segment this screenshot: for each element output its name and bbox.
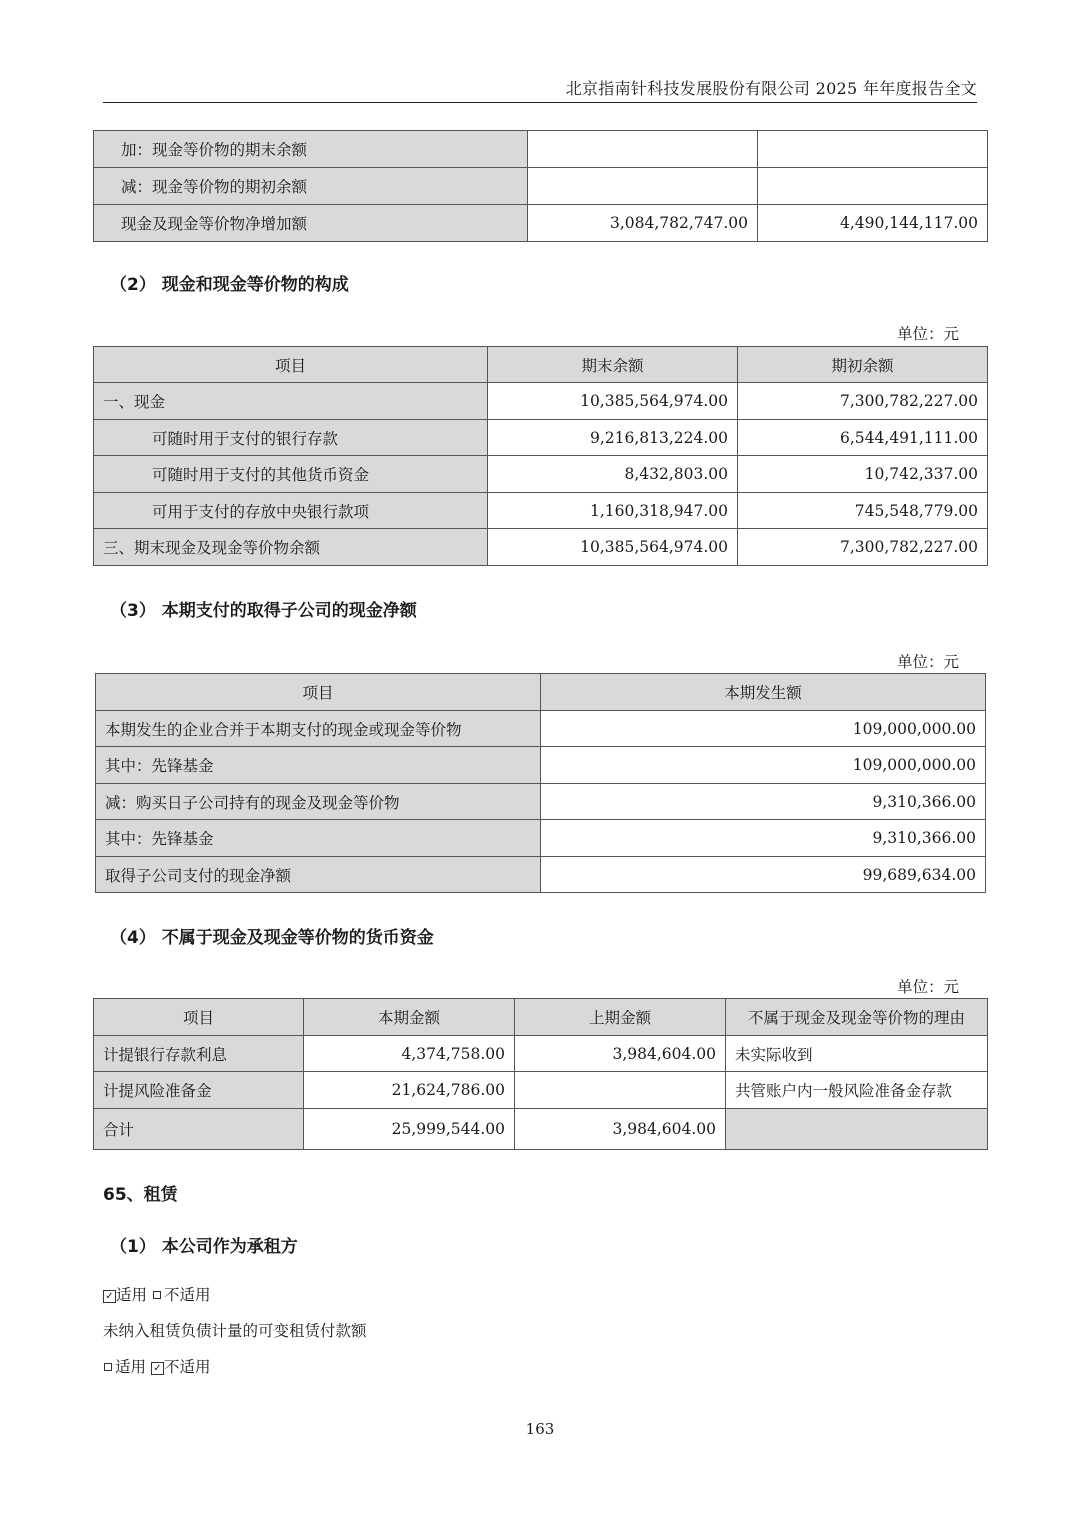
checked-checkbox-icon: ✓ bbox=[103, 1290, 116, 1303]
value-cell: 4,374,758.00 bbox=[304, 1036, 515, 1072]
not-applicable-label: 不适用 bbox=[163, 1358, 211, 1376]
table-row bbox=[94, 383, 988, 420]
table-row bbox=[96, 711, 986, 747]
section-65-heading: 65、租赁 bbox=[103, 1185, 178, 1205]
row-label: 一、现金 bbox=[94, 383, 488, 420]
value-cell bbox=[528, 168, 758, 205]
variable-lease-text: 未纳入租赁负债计量的可变租赁付款额 bbox=[103, 1322, 367, 1340]
row-label: 计提银行存款利息 bbox=[94, 1036, 304, 1072]
row-label: 取得子公司支付的现金净额 bbox=[96, 857, 541, 893]
not-applicable-label: 不适用 bbox=[163, 1286, 211, 1304]
table-row bbox=[94, 205, 988, 242]
table-row bbox=[94, 456, 988, 493]
table-header-row bbox=[94, 347, 988, 383]
table-row bbox=[94, 493, 988, 529]
column-header: 期初余额 bbox=[738, 347, 988, 383]
row-label: 可用于支付的存放中央银行款项 bbox=[94, 493, 488, 529]
value-cell: 7,300,782,227.00 bbox=[738, 383, 988, 420]
non-cash-monetary-table bbox=[93, 998, 988, 1150]
table-row bbox=[96, 820, 986, 857]
row-label: 可随时用于支付的其他货币资金 bbox=[94, 456, 488, 493]
value-cell: 3,984,604.00 bbox=[515, 1109, 726, 1150]
value-cell bbox=[515, 1072, 726, 1109]
value-cell: 109,000,000.00 bbox=[541, 711, 986, 747]
row-label: 现金及现金等价物净增加额 bbox=[94, 205, 528, 242]
column-header: 期末余额 bbox=[488, 347, 738, 383]
table-row bbox=[94, 131, 988, 168]
value-cell: 745,548,779.00 bbox=[738, 493, 988, 529]
table-row bbox=[94, 1072, 988, 1109]
value-cell: 4,490,144,117.00 bbox=[758, 205, 988, 242]
row-label: 计提风险准备金 bbox=[94, 1072, 304, 1109]
reason-cell bbox=[726, 1109, 988, 1150]
applicable-label: 适用 bbox=[115, 1358, 147, 1376]
table-row bbox=[94, 420, 988, 456]
page-number: 163 bbox=[525, 1420, 555, 1438]
row-label: 可随时用于支付的银行存款 bbox=[94, 420, 488, 456]
value-cell: 6,544,491,111.00 bbox=[738, 420, 988, 456]
value-cell: 99,689,634.00 bbox=[541, 857, 986, 893]
section-3-heading: （3） 本期支付的取得子公司的现金净额 bbox=[110, 601, 417, 621]
checked-checkbox-icon: ✓ bbox=[151, 1362, 164, 1375]
value-cell: 10,385,564,974.00 bbox=[488, 383, 738, 420]
table-row bbox=[94, 1109, 988, 1150]
cash-equivalent-continuation-table bbox=[93, 130, 988, 242]
value-cell bbox=[758, 131, 988, 168]
header-divider bbox=[103, 102, 977, 103]
row-label: 其中：先锋基金 bbox=[96, 820, 541, 857]
value-cell: 9,216,813,224.00 bbox=[488, 420, 738, 456]
column-header: 项目 bbox=[96, 674, 541, 711]
table-header-row bbox=[94, 999, 988, 1036]
value-cell: 9,310,366.00 bbox=[541, 820, 986, 857]
row-label: 加：现金等价物的期末余额 bbox=[94, 131, 528, 168]
column-header: 本期发生额 bbox=[541, 674, 986, 711]
table-row bbox=[96, 857, 986, 893]
section-2-heading: （2） 现金和现金等价物的构成 bbox=[110, 275, 349, 295]
subsidiary-cash-table bbox=[95, 673, 986, 893]
value-cell: 25,999,544.00 bbox=[304, 1109, 515, 1150]
column-header: 本期金额 bbox=[304, 999, 515, 1036]
applicability-line-1 bbox=[103, 1283, 210, 1305]
section-4-heading: （4） 不属于现金及现金等价物的货币资金 bbox=[110, 928, 434, 948]
row-label: 合计 bbox=[94, 1109, 304, 1150]
table-row bbox=[94, 1036, 988, 1072]
table-header-row bbox=[96, 674, 986, 711]
row-label: 减：购买日子公司持有的现金及现金等价物 bbox=[96, 784, 541, 820]
table-row bbox=[96, 747, 986, 784]
value-cell: 8,432,803.00 bbox=[488, 456, 738, 493]
value-cell: 7,300,782,227.00 bbox=[738, 529, 988, 566]
value-cell: 109,000,000.00 bbox=[541, 747, 986, 784]
cash-composition-table bbox=[93, 346, 988, 566]
value-cell: 10,385,564,974.00 bbox=[488, 529, 738, 566]
column-header: 项目 bbox=[94, 347, 488, 383]
table-row bbox=[94, 529, 988, 566]
unit-label: 单位：元 bbox=[897, 325, 960, 343]
lessee-subheading: （1） 本公司作为承租方 bbox=[110, 1237, 298, 1257]
reason-cell: 共管账户内一般风险准备金存款 bbox=[726, 1072, 988, 1109]
report-header-title: 北京指南针科技发展股份有限公司 2025 年年度报告全文 bbox=[565, 79, 977, 98]
value-cell: 10,742,337.00 bbox=[738, 456, 988, 493]
row-label: 减：现金等价物的期初余额 bbox=[94, 168, 528, 205]
row-label: 三、期末现金及现金等价物余额 bbox=[94, 529, 488, 566]
unchecked-checkbox-icon bbox=[153, 1291, 161, 1299]
table-row bbox=[96, 784, 986, 820]
column-header: 不属于现金及现金等价物的理由 bbox=[726, 999, 988, 1036]
value-cell: 3,084,782,747.00 bbox=[528, 205, 758, 242]
table-row bbox=[94, 168, 988, 205]
unit-label: 单位：元 bbox=[897, 653, 960, 671]
column-header: 项目 bbox=[94, 999, 304, 1036]
value-cell bbox=[528, 131, 758, 168]
applicable-label: 适用 bbox=[116, 1286, 148, 1304]
row-label: 其中：先锋基金 bbox=[96, 747, 541, 784]
value-cell bbox=[758, 168, 988, 205]
column-header: 上期金额 bbox=[515, 999, 726, 1036]
value-cell: 3,984,604.00 bbox=[515, 1036, 726, 1072]
unchecked-checkbox-icon bbox=[104, 1363, 112, 1371]
unit-label: 单位：元 bbox=[897, 978, 960, 996]
value-cell: 21,624,786.00 bbox=[304, 1072, 515, 1109]
value-cell: 9,310,366.00 bbox=[541, 784, 986, 820]
row-label: 本期发生的企业合并于本期支付的现金或现金等价物 bbox=[96, 711, 541, 747]
applicability-line-2 bbox=[103, 1355, 210, 1377]
reason-cell: 未实际收到 bbox=[726, 1036, 988, 1072]
value-cell: 1,160,318,947.00 bbox=[488, 493, 738, 529]
